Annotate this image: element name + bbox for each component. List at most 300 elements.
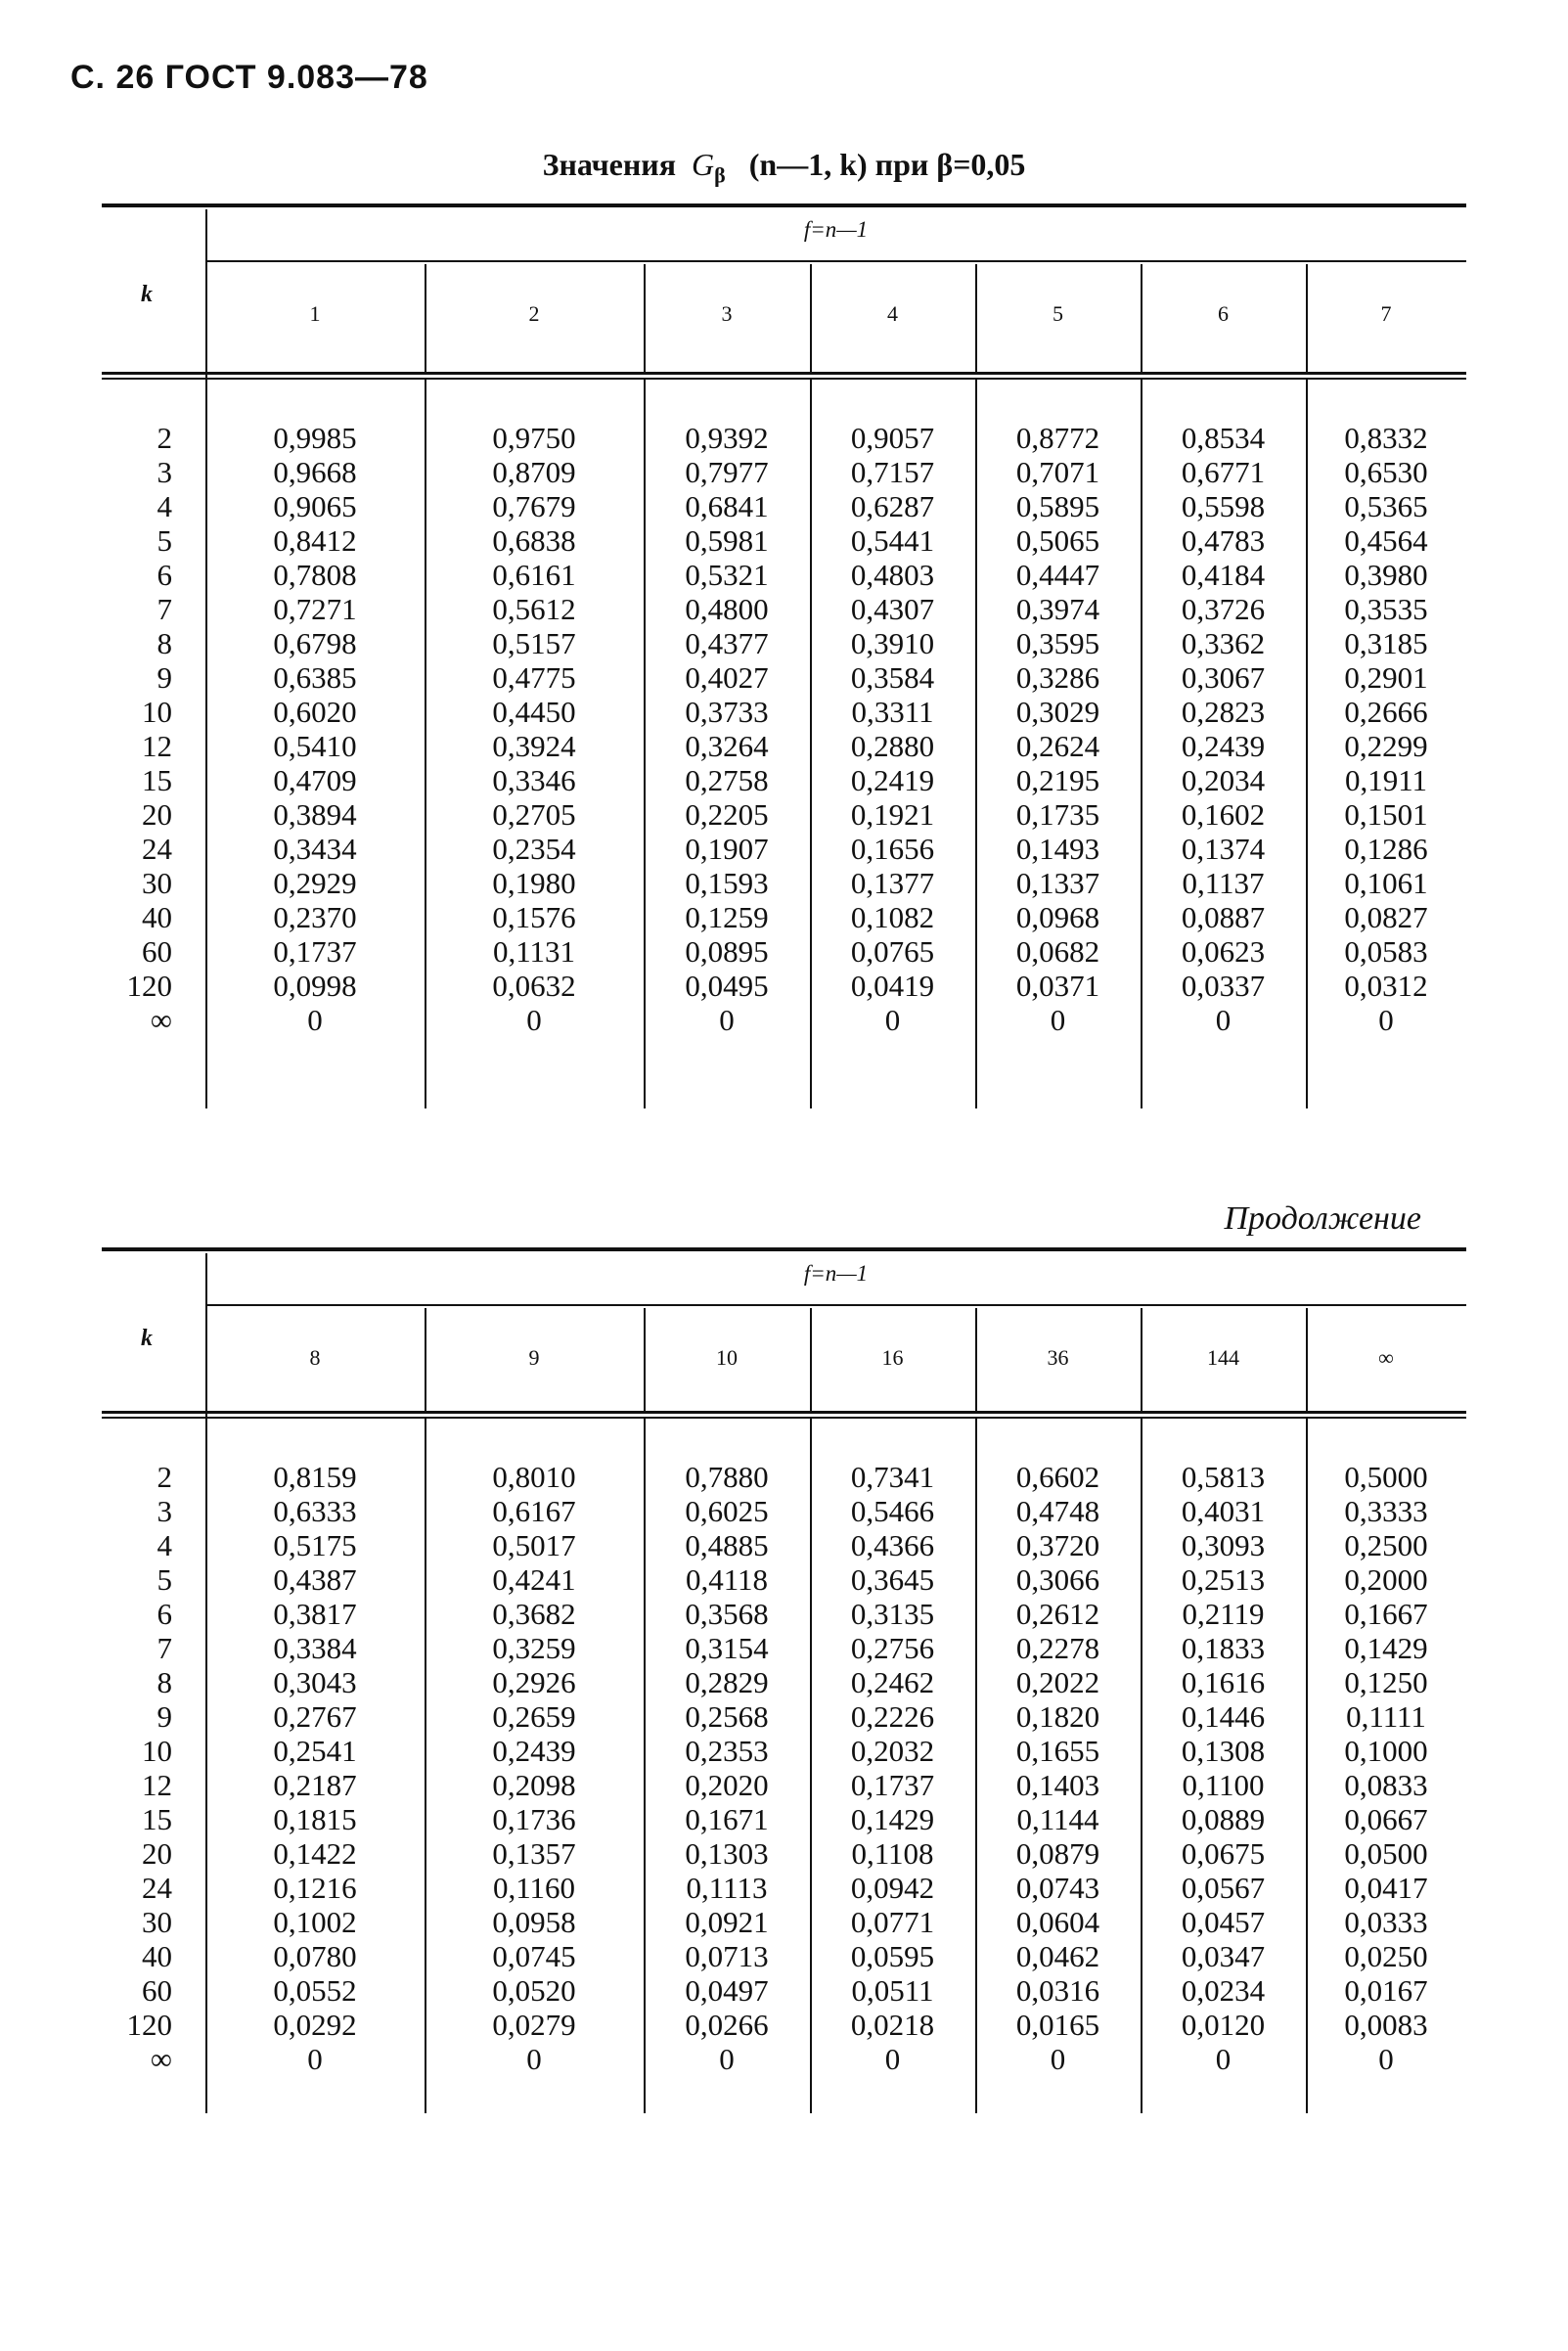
table-cell: 0,2439 <box>1181 729 1266 763</box>
table-cell: 0,3584 <box>850 660 935 695</box>
table-cell: 0,4387 <box>273 1562 357 1597</box>
k-value-cell: 3 <box>157 1494 172 1528</box>
value-column <box>1306 421 1466 1037</box>
table-cell: 0,2829 <box>685 1665 769 1699</box>
k-value-cell: 8 <box>157 1665 172 1699</box>
table-cell: 0,0713 <box>685 1939 769 1973</box>
table-cell: 0,0682 <box>1015 934 1100 969</box>
table-cell: 0,0511 <box>851 1973 934 2008</box>
table-cell: 0,3595 <box>1015 626 1100 660</box>
table-cell: 0,0958 <box>492 1905 576 1939</box>
table-cell: 0,6025 <box>685 1494 769 1528</box>
table-cell: 0,4885 <box>685 1528 769 1562</box>
table-cell: 0,1137 <box>1182 866 1265 900</box>
table-cell: 0,1144 <box>1016 1802 1099 1836</box>
table-cell: 0,0780 <box>273 1939 357 1973</box>
table-cell: 0,1735 <box>1015 797 1100 832</box>
column-header: 144 <box>1207 1345 1239 1370</box>
table-cell: 0,1907 <box>685 832 769 866</box>
title-subscript: β <box>714 162 726 188</box>
table-cell: 0,6167 <box>492 1494 576 1528</box>
column-header: 4 <box>887 301 898 326</box>
table-cell: 0,7157 <box>850 455 935 489</box>
k-value-cell: 15 <box>142 763 172 797</box>
table-cell: 0,0419 <box>850 969 935 1003</box>
value-column <box>1141 421 1306 1037</box>
table-cell: 0,6530 <box>1344 455 1428 489</box>
f-label-rule <box>205 1304 1466 1306</box>
table-cell: 0,1286 <box>1344 832 1428 866</box>
value-column <box>205 421 425 1037</box>
table-cell: 0,2462 <box>850 1665 935 1699</box>
table-cell: 0,3067 <box>1181 660 1266 695</box>
table-cell: 0,0583 <box>1344 934 1428 969</box>
table-cell: 0,3980 <box>1344 558 1428 592</box>
table-cell: 0,5410 <box>273 729 357 763</box>
table-cell: 0,0497 <box>685 1973 769 2008</box>
table-cell: 0,5813 <box>1181 1460 1266 1494</box>
k-value-cell: 10 <box>142 1734 172 1768</box>
table-cell: 0,9985 <box>273 421 357 455</box>
table-cell: 0,4450 <box>492 695 576 729</box>
table-cell: 0,2226 <box>850 1699 935 1734</box>
table-cell: 0,0120 <box>1181 2008 1266 2042</box>
f-label-rule <box>205 260 1466 262</box>
table-cell: 0,5441 <box>850 523 935 558</box>
k-value-cell: 12 <box>142 1768 172 1802</box>
table-cell: 0,0417 <box>1344 1871 1428 1905</box>
table-cell: 0,0347 <box>1181 1939 1266 1973</box>
table-cell: 0,0292 <box>273 2008 357 2042</box>
k-value-cell: 15 <box>142 1802 172 1836</box>
table-cell: 0,6333 <box>273 1494 357 1528</box>
k-value-cell: 5 <box>157 1562 172 1597</box>
table-cell: 0,3264 <box>685 729 769 763</box>
table-cell: 0,3682 <box>492 1597 576 1631</box>
header-rule-lower <box>102 378 1466 380</box>
k-value-cell: 6 <box>157 1597 172 1631</box>
k-value-cell: 2 <box>157 1460 172 1494</box>
table-cell: 0,1002 <box>273 1905 357 1939</box>
value-column <box>205 1460 425 2076</box>
table-cell: 0,4783 <box>1181 523 1266 558</box>
table-cell: 0,3726 <box>1181 592 1266 626</box>
table-cell: 0,0250 <box>1344 1939 1428 1973</box>
column-header: ∞ <box>1378 1345 1394 1370</box>
table-cell: 0,0595 <box>850 1939 935 1973</box>
table-cell: 0,2767 <box>273 1699 357 1734</box>
table-cell: 0,0165 <box>1015 2008 1100 2042</box>
table-cell: 0,3362 <box>1181 626 1266 660</box>
table-cell: 0,1593 <box>685 866 769 900</box>
critical-values-table-1 <box>102 203 1466 1108</box>
k-value-cell: 10 <box>142 695 172 729</box>
k-value-cell: ∞ <box>150 1003 172 1037</box>
table-cell: 0,2354 <box>492 832 576 866</box>
table-cell: 0,3974 <box>1015 592 1100 626</box>
column-header: 36 <box>1047 1345 1069 1370</box>
table-cell: 0,1061 <box>1344 866 1428 900</box>
table-cell: 0,0632 <box>492 969 576 1003</box>
table-cell: 0,0552 <box>273 1973 357 2008</box>
k-value-cell: 9 <box>157 1699 172 1734</box>
table-cell: 0,2020 <box>685 1768 769 1802</box>
table-cell: 0,9065 <box>273 489 357 523</box>
table-cell: 0,3384 <box>273 1631 357 1665</box>
table-cell: 0,3333 <box>1344 1494 1428 1528</box>
table-cell: 0 <box>307 2042 323 2076</box>
table-cell: 0,3311 <box>851 695 934 729</box>
k-value-cell: 30 <box>142 866 172 900</box>
table-cell: 0,5321 <box>685 558 769 592</box>
table-cell: 0,0234 <box>1181 1973 1266 2008</box>
table-cell: 0,3066 <box>1015 1562 1100 1597</box>
table-cell: 0,2756 <box>850 1631 935 1665</box>
continuation-label: Продолжение <box>1224 1200 1421 1237</box>
column-header: 7 <box>1380 301 1392 326</box>
table-cell: 0,8010 <box>492 1460 576 1494</box>
title-suffix: (n—1, k) при β=0,05 <box>748 147 1026 182</box>
table-cell: 0,1429 <box>1344 1631 1428 1665</box>
table-cell: 0,1737 <box>273 934 357 969</box>
k-value-cell: 5 <box>157 523 172 558</box>
table-cell: 0,1576 <box>492 900 576 934</box>
table-cell: 0,0495 <box>685 969 769 1003</box>
column-header: 1 <box>309 301 321 326</box>
value-column <box>1306 1460 1466 2076</box>
table-cell: 0,0604 <box>1015 1905 1100 1939</box>
table-cell: 0,1113 <box>686 1871 768 1905</box>
value-column <box>644 421 810 1037</box>
value-column <box>425 421 644 1037</box>
table-cell: 0,1000 <box>1344 1734 1428 1768</box>
table-cell: 0 <box>1378 1003 1394 1037</box>
table-cell: 0,2926 <box>492 1665 576 1699</box>
table-cell: 0,4564 <box>1344 523 1428 558</box>
table-cell: 0,1308 <box>1181 1734 1266 1768</box>
table-cell: 0,2500 <box>1344 1528 1428 1562</box>
table-cell: 0,9392 <box>685 421 769 455</box>
table-cell: 0,2666 <box>1344 695 1428 729</box>
k-value-cell: 6 <box>157 558 172 592</box>
k-value-cell: 4 <box>157 489 172 523</box>
table-cell: 0,0895 <box>685 934 769 969</box>
table-cell: 0,1403 <box>1015 1768 1100 1802</box>
column-header: 16 <box>881 1345 904 1370</box>
table-cell: 0,0623 <box>1181 934 1266 969</box>
table-cell: 0,2022 <box>1015 1665 1100 1699</box>
table-cell: 0,3910 <box>850 626 935 660</box>
k-value-cell: 60 <box>142 1973 172 2008</box>
table-cell: 0,9750 <box>492 421 576 455</box>
table-cell: 0,4800 <box>685 592 769 626</box>
table-cell: 0,1216 <box>273 1871 357 1905</box>
column-header: 2 <box>528 301 540 326</box>
table-cell: 0,0879 <box>1015 1836 1100 1871</box>
table-cell: 0 <box>526 1003 542 1037</box>
k-value-cell: 24 <box>142 1871 172 1905</box>
table-cell: 0,1980 <box>492 866 576 900</box>
k-value-cell: 40 <box>142 1939 172 1973</box>
table-cell: 0,0457 <box>1181 1905 1266 1939</box>
table-cell: 0,6287 <box>850 489 935 523</box>
table-cell: 0,0266 <box>685 2008 769 2042</box>
k-value-cell: 7 <box>157 1631 172 1665</box>
table-cell: 0,4748 <box>1015 1494 1100 1528</box>
table-cell: 0,1667 <box>1344 1597 1428 1631</box>
k-value-cell: 2 <box>157 421 172 455</box>
table-cell: 0,9057 <box>850 421 935 455</box>
table-cell: 0,1815 <box>273 1802 357 1836</box>
table-cell: 0,6602 <box>1015 1460 1100 1494</box>
table-cell: 0 <box>884 2042 901 2076</box>
table-cell: 0,3645 <box>850 1562 935 1597</box>
table-cell: 0,2541 <box>273 1734 357 1768</box>
table-cell: 0 <box>1050 2042 1066 2076</box>
table-cell: 0,4027 <box>685 660 769 695</box>
table-cell: 0,2439 <box>492 1734 576 1768</box>
k-header-label: k <box>141 282 153 307</box>
table-cell: 0 <box>1050 1003 1066 1037</box>
table-cell: 0 <box>719 2042 735 2076</box>
table-cell: 0,4803 <box>850 558 935 592</box>
table-cell: 0 <box>719 1003 735 1037</box>
table-cell: 0,6841 <box>685 489 769 523</box>
column-header: 6 <box>1218 301 1229 326</box>
value-column <box>975 1460 1141 2076</box>
table-cell: 0,1736 <box>492 1802 576 1836</box>
table-cell: 0,3434 <box>273 832 357 866</box>
table-cell: 0,7679 <box>492 489 576 523</box>
k-value-cell: 40 <box>142 900 172 934</box>
table-cell: 0,4709 <box>273 763 357 797</box>
table-cell: 0,4366 <box>850 1528 935 1562</box>
table-cell: 0,1108 <box>851 1836 934 1871</box>
table-cell: 0,0765 <box>850 934 935 969</box>
table-cell: 0 <box>1215 1003 1232 1037</box>
table-cell: 0,5598 <box>1181 489 1266 523</box>
table-cell: 0,7977 <box>685 455 769 489</box>
table-cell: 0,1111 <box>1346 1699 1426 1734</box>
table-cell: 0,7808 <box>273 558 357 592</box>
table-cell: 0,3043 <box>273 1665 357 1699</box>
table-cell: 0,1911 <box>1344 763 1428 797</box>
table-cell: 0,1377 <box>850 866 935 900</box>
table-cell: 0,2034 <box>1181 763 1266 797</box>
table-cell: 0,5612 <box>492 592 576 626</box>
table-cell: 0,2098 <box>492 1768 576 1802</box>
table-cell: 0,5000 <box>1344 1460 1428 1494</box>
k-value-cell: 120 <box>126 969 172 1003</box>
table-cell: 0,3924 <box>492 729 576 763</box>
table-cell: 0,7880 <box>685 1460 769 1494</box>
table-cell: 0,1671 <box>685 1802 769 1836</box>
table-cell: 0,2705 <box>492 797 576 832</box>
table-cell: 0,7271 <box>273 592 357 626</box>
table-cell: 0,0279 <box>492 2008 576 2042</box>
table-cell: 0,2929 <box>273 866 357 900</box>
table-cell: 0,2370 <box>273 900 357 934</box>
table-cell: 0,2205 <box>685 797 769 832</box>
table-cell: 0,4184 <box>1181 558 1266 592</box>
table-cell: 0,5466 <box>850 1494 935 1528</box>
table-cell: 0,5895 <box>1015 489 1100 523</box>
table-cell: 0,4307 <box>850 592 935 626</box>
column-header: 5 <box>1053 301 1063 326</box>
value-column <box>1141 1460 1306 2076</box>
table-cell: 0,7071 <box>1015 455 1100 489</box>
table-cell: 0,3720 <box>1015 1528 1100 1562</box>
k-values-column <box>102 421 172 1037</box>
table-cell: 0,2513 <box>1181 1562 1266 1597</box>
title-symbol: G <box>692 147 715 182</box>
table-cell: 0,1429 <box>850 1802 935 1836</box>
table-cell: 0,1493 <box>1015 832 1100 866</box>
header-rule-upper <box>102 372 1466 375</box>
column-header: 3 <box>721 301 733 326</box>
table-cell: 0,2624 <box>1015 729 1100 763</box>
table-cell: 0,8772 <box>1015 421 1100 455</box>
table-cell: 0 <box>884 1003 901 1037</box>
table-cell: 0,5017 <box>492 1528 576 1562</box>
table-cell: 0,4377 <box>685 626 769 660</box>
table-cell: 0,0462 <box>1015 1939 1100 1973</box>
table-cell: 0,2278 <box>1015 1631 1100 1665</box>
k-value-cell: 120 <box>126 2008 172 2042</box>
table-cell: 0,4241 <box>492 1562 576 1597</box>
table-cell: 0,3286 <box>1015 660 1100 695</box>
table-cell: 0,0337 <box>1181 969 1266 1003</box>
k-value-cell: 60 <box>142 934 172 969</box>
table-cell: 0 <box>1378 2042 1394 2076</box>
table-cell: 0,4775 <box>492 660 576 695</box>
table-cell: 0,3894 <box>273 797 357 832</box>
k-value-cell: 24 <box>142 832 172 866</box>
table-cell: 0,0675 <box>1181 1836 1266 1871</box>
table-cell: 0,0833 <box>1344 1768 1428 1802</box>
table-cell: 0,1374 <box>1181 832 1266 866</box>
table-cell: 0,2880 <box>850 729 935 763</box>
table-cell: 0,1250 <box>1344 1665 1428 1699</box>
table-cell: 0,7341 <box>850 1460 935 1494</box>
table-cell: 0,1921 <box>850 797 935 832</box>
table-title <box>0 147 1568 188</box>
table-cell: 0,1656 <box>850 832 935 866</box>
k-value-cell: ∞ <box>150 2042 172 2076</box>
table-cell: 0,1259 <box>685 900 769 934</box>
table-cell: 0,2659 <box>492 1699 576 1734</box>
table-cell: 0,0312 <box>1344 969 1428 1003</box>
table-cell: 0,0520 <box>492 1973 576 2008</box>
table-cell: 0,3185 <box>1344 626 1428 660</box>
table-cell: 0,8534 <box>1181 421 1266 455</box>
table-cell: 0,5157 <box>492 626 576 660</box>
page-header: С. 26 ГОСТ 9.083—78 <box>70 59 428 96</box>
table-cell: 0,3259 <box>492 1631 576 1665</box>
table-cell: 0,0333 <box>1344 1905 1428 1939</box>
table-cell: 0,0567 <box>1181 1871 1266 1905</box>
k-value-cell: 8 <box>157 626 172 660</box>
table-cell: 0,1501 <box>1344 797 1428 832</box>
table-top-rule <box>102 1247 1466 1251</box>
table-cell: 0,0083 <box>1344 2008 1428 2042</box>
table-cell: 0,2195 <box>1015 763 1100 797</box>
header-rule-upper <box>102 1411 1466 1414</box>
table-cell: 0,2568 <box>685 1699 769 1734</box>
k-value-cell: 3 <box>157 455 172 489</box>
table-cell: 0,4118 <box>685 1562 769 1597</box>
k-value-cell: 20 <box>142 1836 172 1871</box>
table-cell: 0,1303 <box>685 1836 769 1871</box>
table-cell: 0,6385 <box>273 660 357 695</box>
table-cell: 0,2823 <box>1181 695 1266 729</box>
table-cell: 0,2758 <box>685 763 769 797</box>
table-cell: 0,2901 <box>1344 660 1428 695</box>
table-cell: 0,0887 <box>1181 900 1266 934</box>
table-cell: 0,1446 <box>1181 1699 1266 1734</box>
table-cell: 0,3817 <box>273 1597 357 1631</box>
table-cell: 0,1160 <box>492 1871 576 1905</box>
k-value-cell: 9 <box>157 660 172 695</box>
table-cell: 0,0745 <box>492 1939 576 1973</box>
critical-values-table-2 <box>102 1247 1466 2113</box>
table-cell: 0 <box>526 2042 542 2076</box>
value-column <box>644 1460 810 2076</box>
title-prefix: Значения <box>542 147 677 182</box>
k-value-cell: 4 <box>157 1528 172 1562</box>
table-cell: 0,1082 <box>850 900 935 934</box>
k-value-cell: 30 <box>142 1905 172 1939</box>
table-cell: 0,0889 <box>1181 1802 1266 1836</box>
table-cell: 0,8159 <box>273 1460 357 1494</box>
table-cell: 0,0743 <box>1015 1871 1100 1905</box>
table-cell: 0,5365 <box>1344 489 1428 523</box>
table-cell: 0,3733 <box>685 695 769 729</box>
table-cell: 0,5175 <box>273 1528 357 1562</box>
table-cell: 0,1100 <box>1182 1768 1265 1802</box>
value-column <box>975 421 1141 1037</box>
table-cell: 0,3568 <box>685 1597 769 1631</box>
column-header: 8 <box>309 1345 321 1370</box>
k-value-cell: 7 <box>157 592 172 626</box>
table-cell: 0,1422 <box>273 1836 357 1871</box>
f-header-label: f=n—1 <box>803 217 869 242</box>
table-cell: 0 <box>1215 2042 1232 2076</box>
table-cell: 0,1833 <box>1181 1631 1266 1665</box>
table-cell: 0,5981 <box>685 523 769 558</box>
table-cell: 0,0771 <box>850 1905 935 1939</box>
table-cell: 0,1337 <box>1015 866 1100 900</box>
table-cell: 0,5065 <box>1015 523 1100 558</box>
table-cell: 0,8332 <box>1344 421 1428 455</box>
k-value-cell: 12 <box>142 729 172 763</box>
table-cell: 0,6020 <box>273 695 357 729</box>
table-cell: 0,3154 <box>685 1631 769 1665</box>
table-cell: 0,0921 <box>685 1905 769 1939</box>
table-cell: 0,1616 <box>1181 1665 1266 1699</box>
column-header: 10 <box>716 1345 738 1370</box>
column-header: 9 <box>528 1345 540 1370</box>
table-cell: 0,4031 <box>1181 1494 1266 1528</box>
value-column <box>425 1460 644 2076</box>
table-cell: 0,8412 <box>273 523 357 558</box>
table-cell: 0,1655 <box>1015 1734 1100 1768</box>
table-cell: 0,2299 <box>1344 729 1428 763</box>
table-cell: 0,0500 <box>1344 1836 1428 1871</box>
table-top-rule <box>102 203 1466 207</box>
f-header-label: f=n—1 <box>803 1261 869 1286</box>
table-cell: 0,0968 <box>1015 900 1100 934</box>
